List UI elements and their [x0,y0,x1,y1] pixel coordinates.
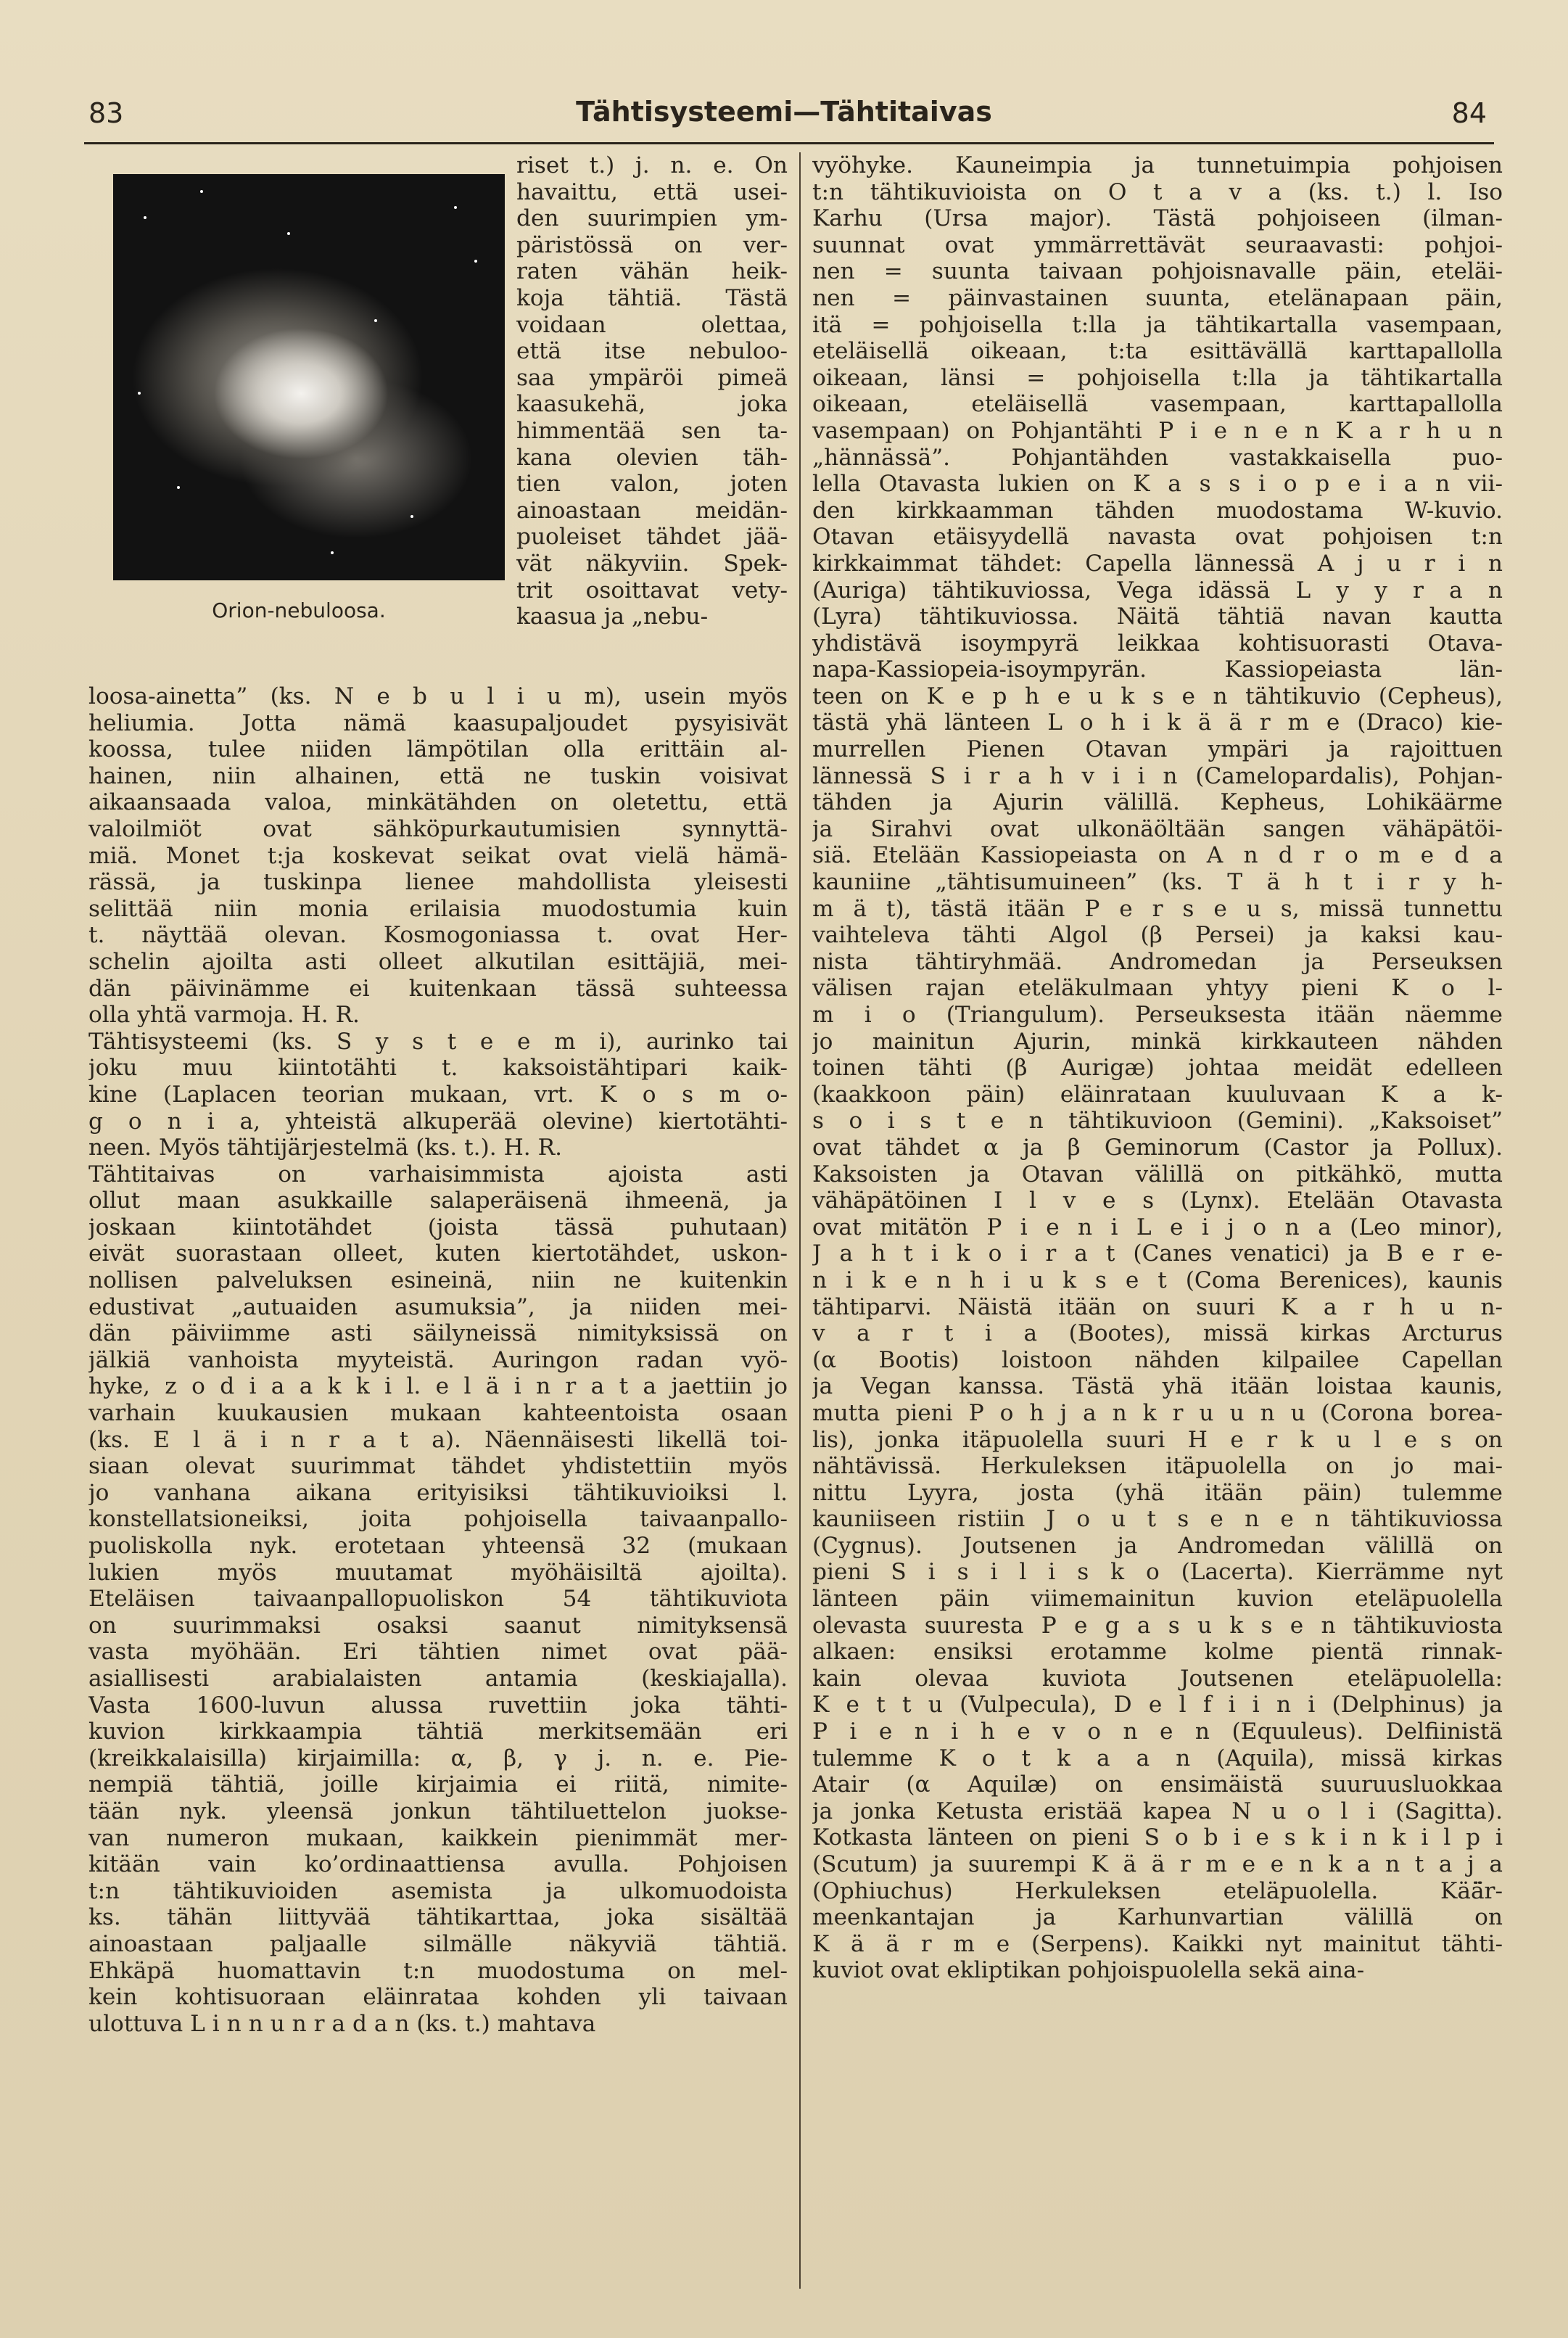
text-line: tään nyk. yleensä jonkun tähtiluettelon juokse- [88,1798,788,1824]
text-line: (Auriga) tähtikuviossa, Vega idässä L y y r a n [812,577,1503,604]
text-line: m i o (Triangulum). Perseuksesta itään näemme [812,1002,1503,1028]
text-line: vyöhyke. Kauneimpia ja tunnetuimpia pohjoisen [812,152,1503,178]
text-line: miä. Monet t:ja koskevat seikat ovat vielä hämä- [88,842,788,869]
text-line: kana olevien täh- [516,444,788,471]
text-line: n i k e n h i u k s e t (Coma Berenices), kaunis [812,1267,1503,1293]
text-line: napa-Kassiopeia-isoympyrän. Kassiopeiasta län- [812,656,1503,683]
text-line: on suurimmaksi osaksi saanut nimityksensä [88,1612,788,1639]
text-line: nista tähtiryhmää. Andromedan ja Perseuksen [812,948,1503,975]
text-line: jälkiä vanhoista myyteistä. Auringon radan vyö- [88,1346,788,1373]
text-line: mutta pieni P o h j a n k r u u n u (Corona borea- [812,1399,1503,1426]
orion-figure [88,152,509,667]
text-line: meenkantajan ja Karhunvartian välillä on [812,1904,1503,1931]
text-line: lis), jonka itäpuolella suuri H e r k u l e s on [812,1426,1503,1453]
text-line: alkaen: ensiksi erotamme kolme pientä rinnak- [812,1639,1503,1666]
text-line: Atair (α Aquilæ) on ensimäistä suuruusluokkaa [812,1771,1503,1798]
text-below-figure [88,683,788,2037]
running-title: Tähtisysteemi—Tähtitaivas [576,96,992,128]
text-line: (Scutum) ja suurempi K ä ä r m e e n k a n t a j a [812,1851,1503,1877]
text-line: itä = pohjoisella t:lla ja tähtikartalla vasempaan, [812,311,1503,338]
header-rule [84,142,1494,144]
text-line: Tähtitaivas on varhaisimmista ajoista asti [88,1161,788,1187]
text-line: neen. Myös tähtijärjestelmä (ks. t.). H. R. [88,1135,562,1161]
text-line: hainen, niin alhainen, että ne tuskin voisivat [88,762,788,789]
text-line: (Ophiuchus) Herkuleksen eteläpuolella. Kää̈r- [812,1877,1503,1904]
text-line: m ä t), tästä itään P e r s e u s, missä tunnettu [812,895,1503,922]
text-line: ovat mitätön P i e n i L e i j o n a (Leo minor), [812,1214,1503,1240]
text-line: varhain kuukausien mukaan kahteentoista osaan [88,1400,788,1427]
text-line: valoilmiöt ovat sähköpurkautumisien synnyttä- [88,815,788,842]
text-line: länteen päin viimemainitun kuvion eteläpuolella [812,1586,1503,1613]
text-line: eteläisellä oikeaan, t:ta esittävällä karttapallolla [812,338,1503,365]
text-line: selittää niin monia erilaisia muodostumia kuin [88,895,788,922]
text-line: trit osoittavat vety- [516,577,788,604]
text-line: suunnat ovat ymmärrettävät seuraavasti: pohjoi- [812,231,1503,258]
text-line: jo mainitun Ajurin, minkä kirkkauteen nähden [812,1028,1503,1055]
text-line: kaasua ja „nebu- [516,604,709,630]
text-line: kauniiseen ristiin J o u t s e n e n tähtikuviossa [812,1506,1503,1533]
text-line: ollut maan asukkaille salaperäisenä ihmeenä, ja [88,1187,788,1214]
text-line: lännessä S i r a h v i i n (Camelopardalis), Pohjan- [812,762,1503,789]
text-line: jo vanhana aikana erityisiksi tähtikuvioiksi l. [88,1479,788,1506]
text-line: ulottuva L i n n u n r a d a n (ks. t.) mahtava [88,2010,596,2037]
text-line: J a h t i k o i r a t (Canes venatici) ja B e r e- [812,1240,1503,1267]
text-line: (Cygnus). Joutsenen ja Andromedan välillä on [812,1532,1503,1559]
text-line: puoleiset tähdet jää- [516,524,788,551]
text-line: edustivat „autuaiden asumuksia”, ja niiden mei- [88,1293,788,1320]
text-line: raten vähän heik- [516,258,788,285]
text-line: oikeaan, länsi = pohjoisella t:lla ja tähtikartalla [812,364,1503,391]
text-line: K e t t u (Vulpecula), D e l f i i n i (Delphinus) ja [812,1692,1503,1718]
text-beside-figure [516,152,788,630]
text-line: koja tähtiä. Tästä [516,284,788,311]
text-line: olla yhtä varmoja. H. R. [88,1002,360,1029]
text-line: ainoastaan meidän- [516,497,788,524]
text-line: kitään vain ko’ordinaattiensa avulla. Pohjoisen [88,1851,788,1878]
text-line: nempiä tähtiä, joille kirjaimia ei riitä, nimite- [88,1771,788,1798]
text-line: kuviot ovat ekliptikan pohjoispuolella sekä aina- [812,1957,1365,1984]
text-line: konstellatsioneiksi, joita pohjoisella taivaanpallo- [88,1506,788,1533]
text-line: vaihteleva tähti Algol (β Persei) ja kaksi kau- [812,922,1503,949]
text-line: himmentää sen ta- [516,417,788,444]
text-line: Karhu (Ursa major). Tästä pohjoiseen (ilman- [812,205,1503,232]
text-line: nen = päinvastainen suunta, etelänapaan päin, [812,284,1503,311]
text-line: s o i s t e n tähtikuvioon (Gemini). „Kaksoiset” [812,1108,1503,1135]
text-line: schelin ajoilta asti olleet alkutilan esittäjiä, mei- [88,948,788,975]
page-header [0,93,1568,136]
text-line: dän päiviimme asti säilyneissä nimityksissä on [88,1320,788,1347]
text-line: teen on K e p h e u k s e n tähtikuvio (Cepheus), [812,683,1503,709]
text-line: pieni S i s i l i s k o (Lacerta). Kierrämme nyt [812,1559,1503,1586]
text-line: t:n tähtikuvioista on O t a v a (ks. t.) l. Iso [812,178,1503,205]
text-line: g o n i a, yhteistä alkuperää olevine) kiertotähti- [88,1108,788,1135]
text-line: t:n tähtikuvioiden asemista ja ulkomuodoista [88,1877,788,1904]
text-line: puoliskolla nyk. erotetaan yhteensä 32 (mukaan [88,1533,788,1559]
text-line: rässä, ja tuskinpa lienee mahdollista yleisesti [88,869,788,896]
orion-nebula-photo [113,174,505,580]
text-line: (kaakkoon päin) eläinrataan kuuluvaan K a k- [812,1081,1503,1108]
text-line: kuvion kirkkaampia tähtiä merkitsemään eri [88,1718,788,1745]
text-line: „hännässä”. Pohjantähden vastakkaisella puo- [812,444,1503,471]
text-line: Ehkäpä huomattavin t:n muodostuma on mel- [88,1957,788,1984]
text-line: lukien myös muutamat myöhäisiltä ajoilta). [88,1559,788,1586]
text-line: tähtiparvi. Näistä itään on suuri K a r h u n- [812,1293,1503,1320]
text-line: kain olevaa kuviota Joutsenen eteläpuolella: [812,1665,1503,1692]
text-line: van numeron mukaan, kaikkein pienimmät mer- [88,1824,788,1851]
text-line: aikaansaada valoa, minkätähden on oletettu, että [88,789,788,816]
text-line: Vasta 1600-luvun alussa ruvettiin joka tähti- [88,1692,788,1718]
text-line: tästä yhä länteen L o h i k ä ä r m e (Draco) kie- [812,709,1503,736]
text-line: ja Sirahvi ovat ulkonäöltään sangen vähäpätöi- [812,815,1503,842]
text-line: ja Vegan kanssa. Tästä yhä itään loistaa kaunis, [812,1373,1503,1400]
text-line: asiallisesti arabialaisten antamia (keskiajalla). [88,1665,788,1692]
text-line: kein kohtisuoraan eläinrataa kohden yli taivaan [88,1984,788,2011]
text-line: loosa-ainetta” (ks. N e b u l i u m), usein myös [88,683,788,709]
text-line: ks. tähän liittyvää tähtikarttaa, joka sisältää [88,1904,788,1931]
text-line: nollisen palveluksen esineinä, niin ne kuitenkin [88,1267,788,1294]
text-line: toinen tähti (β Aurigæ) johtaa meidät edelleen [812,1055,1503,1082]
text-line: vasta myöhään. Eri tähtien nimet ovat pää- [88,1639,788,1666]
text-line: Tähtisysteemi (ks. S y s t e e m i), aurinko tai [88,1028,788,1055]
text-line: vähäpätöinen I l v e s (Lynx). Etelään Otavasta [812,1187,1503,1214]
text-line: tien valon, joten [516,471,788,498]
text-line: den suurimpien ym- [516,205,788,232]
text-line: heliumia. Jotta nämä kaasupaljoudet pysyisivät [88,709,788,736]
text-line: joskaan kiintotähdet (joista tässä puhutaan) [88,1214,788,1240]
text-line: tulemme K o t k a a n (Aquila), missä kirkas [812,1745,1503,1771]
text-line: voidaan olettaa, [516,311,788,338]
text-line: Eteläisen taivaanpallopuoliskon 54 tähtikuviota [88,1586,788,1613]
text-line: (ks. E l ä i n r a t a). Näennäisesti likellä toi- [88,1426,788,1453]
text-line: vät näkyviin. Spek- [516,550,788,577]
text-line: koossa, tulee niiden lämpötilan olla erittäin al- [88,736,788,763]
text-line: siä. Etelään Kassiopeiasta on A n d r o m e d a [812,842,1503,869]
text-line: kine (Laplacen teorian mukaan, vrt. K o s m o- [88,1081,788,1108]
text-line: Kaksoisten ja Otavan välillä on pitkähkö, mutta [812,1161,1503,1187]
text-line: dän päivinämme ei kuitenkaan tässä suhteessa [88,975,788,1002]
text-line: oikeaan, eteläisellä vasempaan, karttapallolla [812,391,1503,418]
text-line: saa ympäröi pimeä [516,364,788,391]
text-line: siaan olevat suurimmat tähdet yhdistettiin myös [88,1453,788,1480]
text-line: yhdistävä isoympyrä leikkaa kohtisuorasti Otava- [812,630,1503,656]
text-line: P i e n i h e v o n e n (Equuleus). Delfiinistä [812,1718,1503,1745]
text-line: (Lyra) tähtikuviossa. Näitä tähtiä navan kautta [812,604,1503,630]
text-line: nittu Lyyra, josta (yhä itään päin) tulemme [812,1479,1503,1506]
text-line: v a r t i a (Bootes), missä kirkas Arcturus [812,1320,1503,1347]
text-line: nen = suunta taivaan pohjoisnavalle päin, eteläi- [812,258,1503,285]
text-line: ainoastaan paljaalle silmälle näkyviä tähtiä. [88,1930,788,1957]
text-line: ja jonka Ketusta eristää kapea N u o l i (Sagitta). [812,1798,1503,1824]
text-line: hyke, z o d i a a k k i l. e l ä i n r a t a jaettiin jo [88,1373,788,1400]
text-line: olevasta suuresta P e g a s u k s e n tähtikuviosta [812,1612,1503,1639]
text-line: (α Bootis) loistoon nähden kilpailee Capellan [812,1346,1503,1373]
page-number-right: 84 [1451,97,1487,129]
text-line: kauniine „tähtisumuineen” (ks. T ä h t i r y h- [812,869,1503,896]
text-line: vasempaan) on Pohjantähti P i e n e n K a r h u n [812,417,1503,444]
text-line: kaasukehä, joka [516,391,788,418]
text-line: joku muu kiintotähti t. kaksoistähtipari kaik- [88,1055,788,1082]
text-line: lella Otavasta lukien on K a s s i o p e i a n vii- [812,471,1503,498]
text-line: ovat tähdet α ja β Geminorum (Castor ja Pollux). [812,1134,1503,1161]
figure-caption: Orion-nebuloosa. [212,598,386,622]
text-line: K ä ä r m e (Serpens). Kaikki nyt mainitut tähti- [812,1930,1503,1957]
text-line: murrellen Pienen Otavan ympäri ja rajoittuen [812,736,1503,763]
page-number-left: 83 [88,97,124,129]
text-line: Kotkasta länteen on pieni S o b i e s k i n k i l p i [812,1824,1503,1851]
right-column [812,152,1503,1984]
text-line: (kreikkalaisilla) kirjaimilla: α, β, γ j. n. e. Pie- [88,1745,788,1771]
text-line: välisen rajan eteläkulmaan yhtyy pieni K o l- [812,975,1503,1002]
text-line: havaittu, että usei- [516,178,788,205]
column-divider [799,152,801,2289]
text-line: eivät suorastaan olleet, kuten kiertotähdet, uskon- [88,1240,788,1267]
text-line: t. näyttää olevan. Kosmogoniassa t. ovat Her- [88,922,788,949]
text-line: kirkkaimmat tähdet: Capella lännessä A j u r i n [812,550,1503,577]
text-line: den kirkkaamman tähden muodostama W-kuvio. [812,497,1503,524]
text-line: nähtävissä. Herkuleksen itäpuolella on jo mai- [812,1453,1503,1480]
text-line: riset t.) j. n. e. On [516,152,788,178]
text-line: että itse nebuloo- [516,338,788,365]
text-line: tähden ja Ajurin välillä. Kepheus, Lohikäärme [812,789,1503,816]
text-line: Otavan etäisyydellä navasta ovat pohjoisen t:n [812,524,1503,551]
text-line: päristössä on ver- [516,231,788,258]
